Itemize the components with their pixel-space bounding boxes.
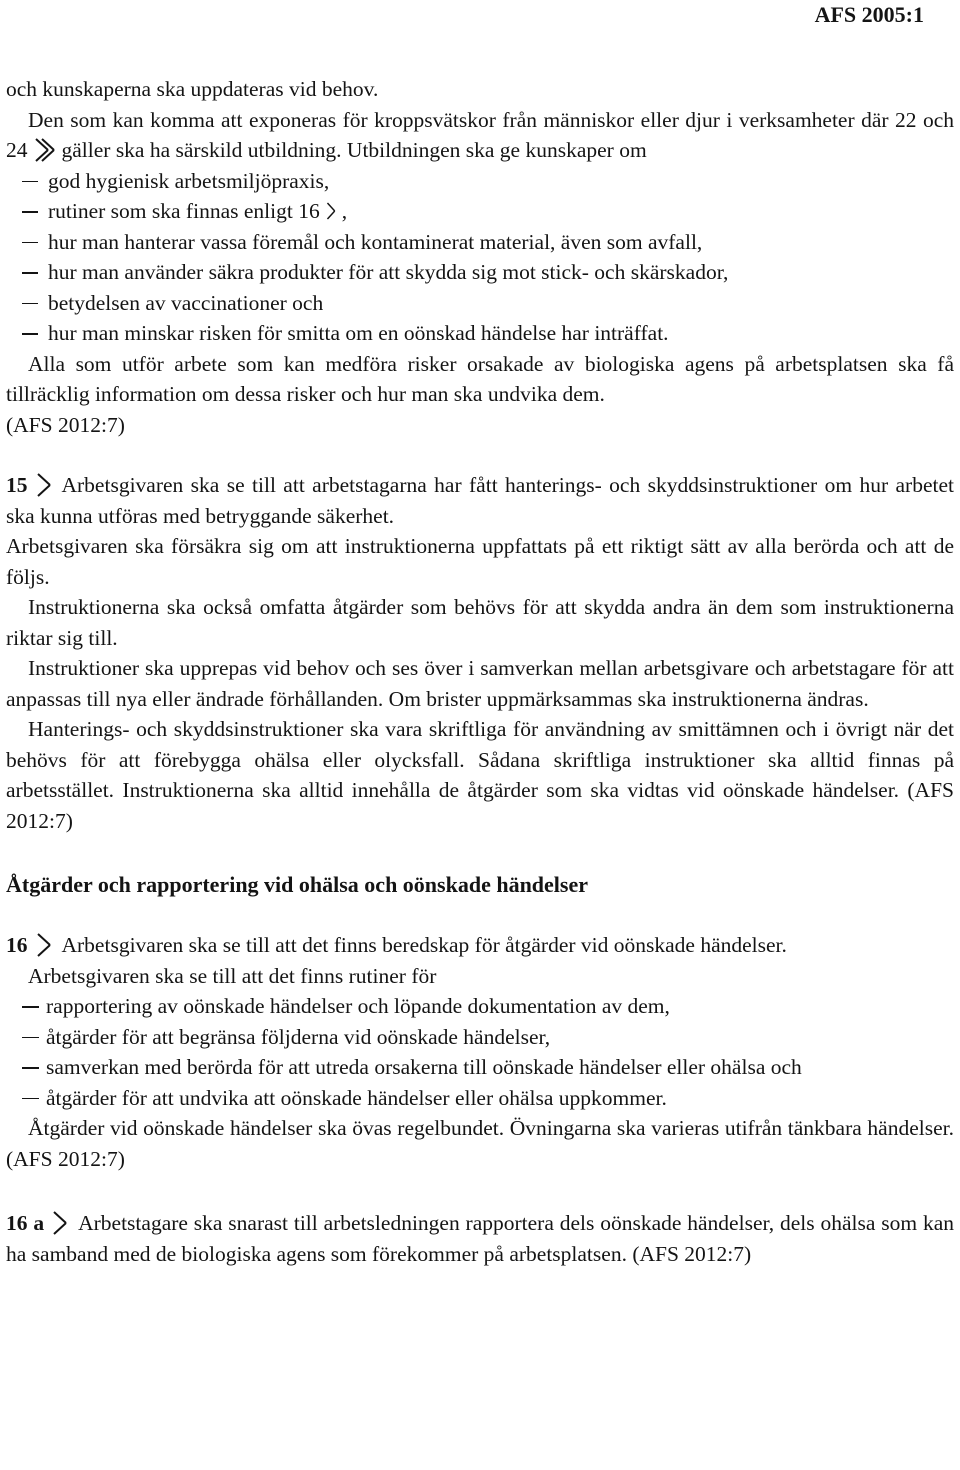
- section-sign-icon: [326, 198, 342, 224]
- section-number: 15: [6, 473, 28, 497]
- paragraph: Instruktioner ska upprepas vid behov och ses över i samverkan mellan arbetsgivare och arbetstagare för att anpassas till nya eller ändrade förhållanden. Om brister uppmärksammas ska instruktionerna ändras.: [6, 656, 954, 711]
- requirements-list: [6, 166, 954, 349]
- section-sign-icon: [50, 1210, 72, 1236]
- paragraph: Instruktionerna ska också omfatta åtgärder som behövs för att skydda andra än dem som instruktionerna riktar sig till.: [6, 595, 954, 650]
- paragraph: Hanterings- och skyddsinstruktioner ska vara skriftliga för användning av smittämnen och i övrigt när det behövs för att förebygga ohälsa eller olycksfall. Sådana skriftliga instruktioner ska alltid finnas på arbetsstället. Instruktionerna ska alltid innehålla de åtgärder som ska vidtas vid oönskade händelser. (AFS 2012:7): [6, 717, 954, 833]
- list-item: åtgärder för att begränsa följderna vid oönskade händelser,: [6, 1022, 954, 1053]
- paragraph: och kunskaperna ska uppdateras vid behov.: [6, 77, 379, 101]
- list-item: samverkan med berörda för att utreda orsakerna till oönskade händelser eller ohälsa och: [6, 1052, 954, 1083]
- text: Arbetsgivaren ska se till att det finns beredskap för åtgärder vid oönskade händelser.: [61, 933, 787, 957]
- section-15: [6, 470, 954, 836]
- section-sign-icon: [34, 137, 56, 163]
- list-item: hur man använder säkra produkter för att skydda sig mot stick- och skärskador,: [6, 257, 954, 288]
- text: gäller ska ha särskild utbildning. Utbildningen ska ge kunskaper om: [61, 138, 647, 162]
- list-item: [6, 196, 954, 227]
- section-sign-icon: [34, 472, 56, 498]
- paragraph: [6, 930, 954, 961]
- reference: (AFS 2012:7): [6, 412, 125, 437]
- paragraph: Alla som utför arbete som kan medföra risker orsakade av biologiska agens på arbetsplatsen ska få tillräcklig information om dessa risker och hur man ska undvika dem.: [6, 351, 954, 406]
- section-number: 16 a: [6, 1211, 45, 1235]
- text: rutiner som ska finnas enligt 16: [48, 199, 320, 223]
- list-item: hur man hanterar vassa föremål och kontaminerat material, även som avfall,: [6, 227, 954, 258]
- paragraph: [6, 470, 954, 531]
- section-16: [6, 930, 954, 1174]
- text: Den som kan komma att exponeras för kroppsvätskor från människor eller djur i verksamheter där 22 och 24: [6, 107, 954, 162]
- section-sign-icon: [34, 932, 56, 958]
- list-item: hur man minskar risken för smitta om en oönskad händelse har inträffat.: [6, 318, 954, 349]
- list-item: åtgärder för att undvika att oönskade händelser eller ohälsa uppkommer.: [6, 1083, 954, 1114]
- text: Arbetstagare ska snarast till arbetsledningen rapportera dels oönskade händelser, dels ohälsa som kan ha samband med de biologiska agens som förekommer på arbetsplatsen. (AFS 2012:7): [6, 1211, 954, 1266]
- routines-list: [6, 991, 954, 1113]
- section-number: 16: [6, 933, 28, 957]
- paragraph: Åtgärder vid oönskade händelser ska övas regelbundet. Övningarna ska varieras utifrån tänkbara händelser. (AFS 2012:7): [6, 1116, 954, 1171]
- paragraph: [6, 105, 954, 166]
- text: ,: [341, 199, 348, 223]
- document-id: AFS 2005:1: [814, 2, 924, 27]
- list-item: god hygienisk arbetsmiljöpraxis,: [6, 166, 954, 197]
- paragraph: [6, 1208, 954, 1269]
- list-item: betydelsen av vaccinationer och: [6, 288, 954, 319]
- section-14-continuation: [6, 74, 954, 440]
- paragraph: Arbetsgivaren ska försäkra sig om att instruktionerna uppfattats på ett riktigt sätt av alla berörda och att de följs.: [6, 534, 954, 589]
- paragraph: Arbetsgivaren ska se till att det finns rutiner för: [28, 963, 437, 988]
- list-item: rapportering av oönskade händelser och löpande dokumentation av dem,: [6, 991, 954, 1022]
- page-body: [6, 74, 954, 1269]
- section-heading: Åtgärder och rapportering vid ohälsa och oönskade händelser: [6, 872, 589, 897]
- section-16a: [6, 1208, 954, 1269]
- text: Arbetsgivaren ska se till att arbetstagarna har fått hanterings- och skyddsinstruktioner om hur arbetet ska kunna utföras med betryggande säkerhet.: [6, 473, 954, 528]
